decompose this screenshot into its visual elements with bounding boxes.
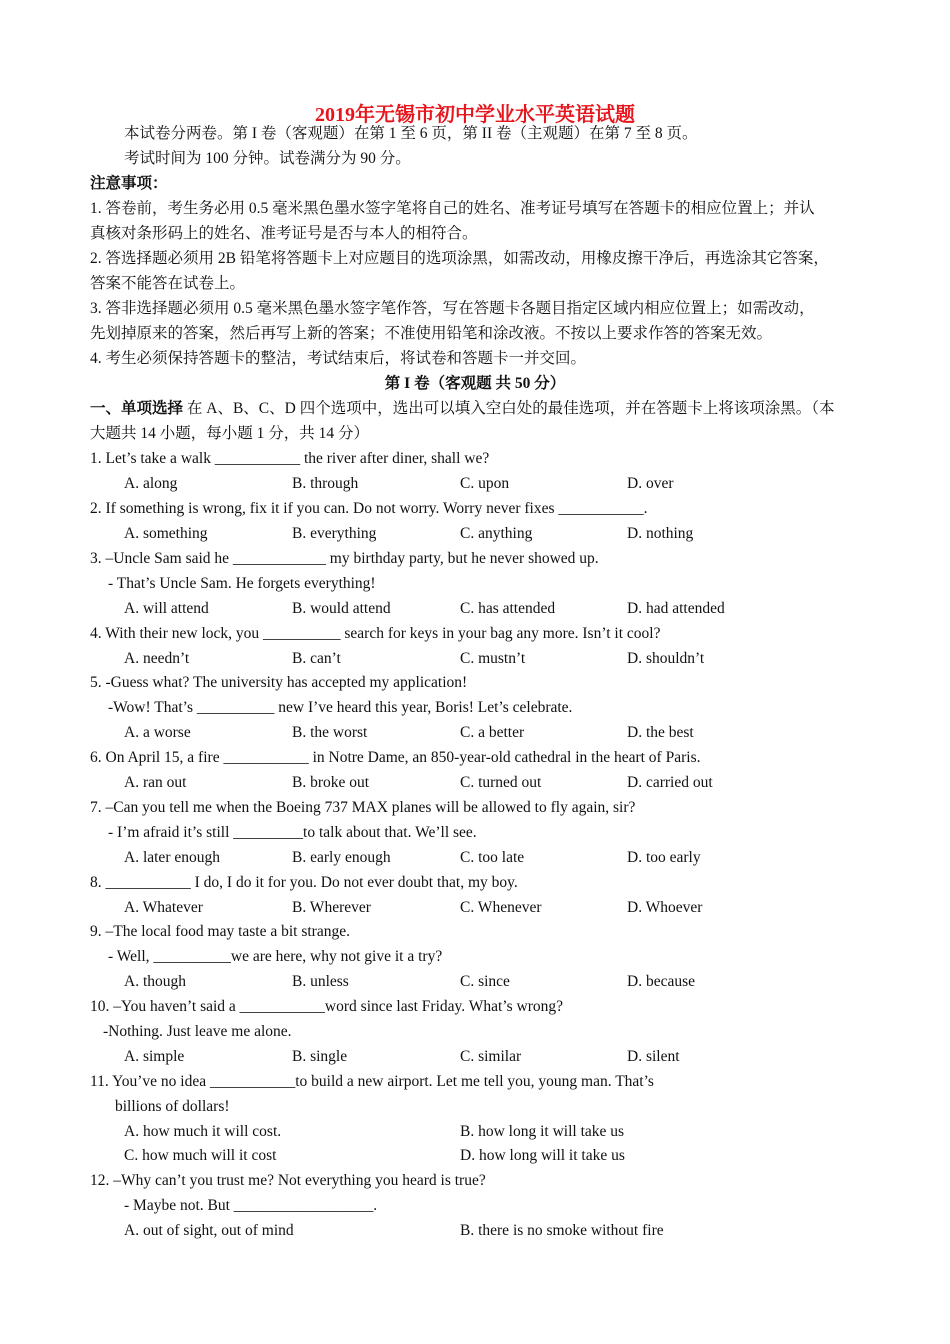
intro-line-2: 考试时间为 100 分钟。试卷满分为 90 分。 (124, 150, 411, 167)
note-line: 先划掉原来的答案，然后再写上新的答案；不准使用铅笔和涂改液。不按以上要求作答的答案无效。 (90, 325, 773, 342)
note-line: 4. 考生必须保持答题卡的整洁，考试结束后，将试卷和答题卡一并交回。 (90, 350, 587, 367)
option-a: A. though (124, 973, 186, 990)
option-a: A. ran out (124, 774, 187, 791)
question-stem: 1. Let’s take a walk ___________ the river after diner, shall we? (90, 450, 490, 467)
option-d: D. the best (627, 724, 694, 741)
option-b: B. there is no smoke without fire (460, 1222, 664, 1239)
option-c: C. anything (460, 525, 533, 542)
option-d: D. had attended (627, 600, 725, 617)
option-d: D. over (627, 475, 674, 492)
option-row (124, 649, 884, 669)
intro-line-1: 本试卷分两卷。第 I 卷（客观题）在第 1 至 6 页，第 II 卷（主观题）在第 7 至 8 页。 (124, 125, 698, 142)
option-d: D. nothing (627, 525, 694, 542)
option-row (124, 1221, 884, 1241)
option-c: C. turned out (460, 774, 542, 791)
notes-heading: 注意事项： (90, 175, 168, 192)
option-b: B. everything (292, 525, 377, 542)
option-a: A. Whatever (124, 899, 203, 916)
part1-heading: 一、单项选择 (90, 400, 184, 417)
option-b: B. would attend (292, 600, 391, 617)
option-a: A. later enough (124, 849, 220, 866)
part1-instr-line-2: 大题共 14 小题，每小题 1 分，共 14 分） (90, 425, 370, 442)
question-reply: - Well, __________we are here, why not give it a try? (108, 948, 443, 965)
option-b: B. early enough (292, 849, 391, 866)
question-stem: 5. -Guess what? The university has accepted my application! (90, 674, 468, 691)
option-b: B. Wherever (292, 899, 371, 916)
question-stem-cont: billions of dollars! (115, 1098, 230, 1115)
question-stem: 10. –You haven’t said a ___________word since last Friday. What’s wrong? (90, 998, 563, 1015)
option-b: B. the worst (292, 724, 368, 741)
option-row (124, 599, 884, 619)
question-stem: 3. –Uncle Sam said he ____________ my birthday party, but he never showed up. (90, 550, 599, 567)
option-d: D. Whoever (627, 899, 703, 916)
option-d: D. too early (627, 849, 701, 866)
option-d: D. carried out (627, 774, 713, 791)
question-stem: 12. –Why can’t you trust me? Not everything you heard is true? (90, 1172, 486, 1189)
option-a: A. needn’t (124, 650, 190, 667)
question-stem: 9. –The local food may taste a bit strange. (90, 923, 350, 940)
question-reply: - That’s Uncle Sam. He forgets everything! (108, 575, 376, 592)
option-row (124, 972, 884, 992)
note-line: 答案不能答在试卷上。 (90, 275, 246, 292)
option-d: D. how long will it take us (460, 1147, 625, 1164)
note-line: 3. 答非选择题必须用 0.5 毫米黑色墨水签字笔作答，写在答题卡各题目指定区域内相应位置上；如需改动， (90, 300, 815, 317)
option-d: D. because (627, 973, 695, 990)
option-c: C. mustn’t (460, 650, 526, 667)
question-stem: 6. On April 15, a fire ___________ in Notre Dame, an 850-year-old cathedral in the heart of Paris. (90, 749, 701, 766)
option-b: B. unless (292, 973, 349, 990)
option-a: A. along (124, 475, 178, 492)
section-title: 第 I 卷（客观题 共 50 分） (384, 375, 566, 392)
option-c: C. Whenever (460, 899, 542, 916)
option-b: B. how long it will take us (460, 1123, 625, 1140)
option-c: C. since (460, 973, 510, 990)
option-a: A. a worse (124, 724, 191, 741)
question-reply: - Maybe not. But __________________. (124, 1197, 378, 1214)
option-a: A. simple (124, 1048, 185, 1065)
option-c: C. has attended (460, 600, 556, 617)
option-c: C. a better (460, 724, 525, 741)
question-stem: 8. ___________ I do, I do it for you. Do not ever doubt that, my boy. (90, 874, 518, 891)
question-stem: 2. If something is wrong, fix it if you can. Do not worry. Worry never fixes ___________. (90, 500, 648, 517)
option-d: D. shouldn’t (627, 650, 705, 667)
option-b: B. can’t (292, 650, 341, 667)
option-c: C. upon (460, 475, 510, 492)
option-c: C. too late (460, 849, 525, 866)
question-reply: -Wow! That’s __________ new I’ve heard this year, Boris! Let’s celebrate. (108, 699, 573, 716)
part1-instructions (90, 399, 834, 419)
option-b: B. single (292, 1048, 348, 1065)
note-line: 2. 答选择题必须用 2B 铅笔将答题卡上对应题目的选项涂黑，如需改动，用橡皮擦干净后，再选涂其它答案， (90, 250, 829, 267)
option-row (124, 723, 884, 743)
question-stem: 7. –Can you tell me when the Boeing 737 MAX planes will be allowed to fly again, sir? (90, 799, 636, 816)
question-reply: - I’m afraid it’s still _________to talk about that. We’ll see. (108, 824, 477, 841)
option-a: A. how much it will cost. (124, 1123, 282, 1140)
option-row (124, 1047, 884, 1067)
part1-instr-text: 在 A、B、C、D 四个选项中，选出可以填入空白处的最佳选项，并在答题卡上将该项涂黑。（本 (183, 400, 835, 417)
exam-title: 2019年无锡市初中学业水平英语试题 (315, 104, 635, 126)
question-reply: -Nothing. Just leave me alone. (103, 1023, 292, 1040)
question-stem: 4. With their new lock, you __________ search for keys in your bag any more. Isn’t it cool? (90, 625, 661, 642)
note-line: 真核对条形码上的姓名、准考证号是否与本人的相符合。 (90, 225, 478, 242)
option-d: D. silent (627, 1048, 680, 1065)
option-b: B. broke out (292, 774, 370, 791)
option-c: C. how much will it cost (124, 1147, 277, 1164)
option-row (124, 524, 884, 544)
question-stem: 11. You’ve no idea ___________to build a new airport. Let me tell you, young man. That’s (90, 1073, 654, 1090)
option-row (124, 898, 884, 918)
option-row (124, 848, 884, 868)
option-row (124, 1122, 884, 1142)
option-b: B. through (292, 475, 359, 492)
option-a: A. something (124, 525, 208, 542)
option-a: A. out of sight, out of mind (124, 1222, 294, 1239)
option-c: C. similar (460, 1048, 522, 1065)
option-row (124, 773, 884, 793)
option-a: A. will attend (124, 600, 209, 617)
option-row (124, 474, 884, 494)
option-row (124, 1146, 884, 1166)
note-line: 1. 答卷前，考生务必用 0.5 毫米黑色墨水签字笔将自己的姓名、准考证号填写在答题卡的相应位置上；并认 (90, 200, 815, 217)
